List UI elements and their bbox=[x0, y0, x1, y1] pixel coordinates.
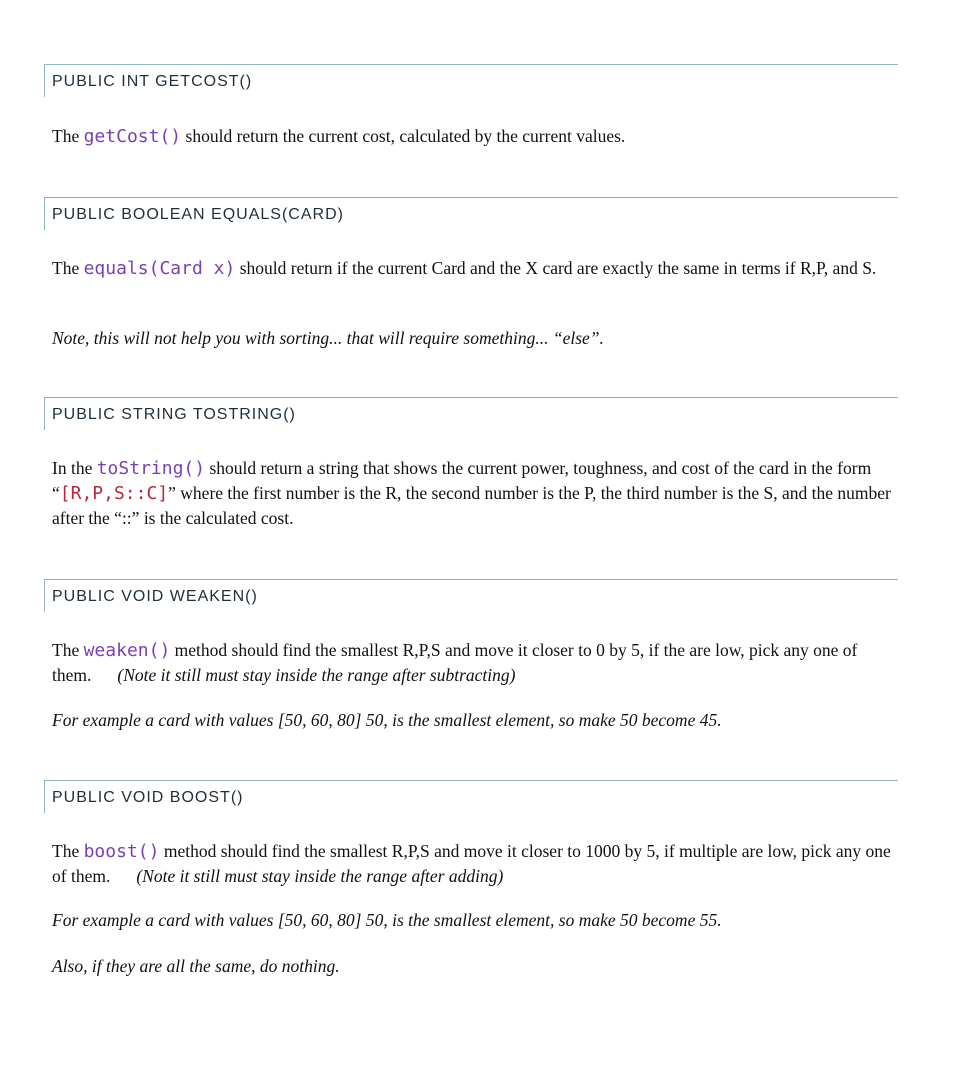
text: should return the current cost, calculated by the current values. bbox=[181, 126, 626, 146]
text: The bbox=[52, 258, 84, 278]
text: In the bbox=[52, 458, 97, 478]
code-weaken: weaken() bbox=[83, 640, 171, 661]
section-tostring bbox=[44, 397, 898, 528]
section-header bbox=[44, 579, 898, 612]
text: The bbox=[52, 126, 84, 146]
text: should return a string that shows the current power, toughness, and cost of the card in the form “ bbox=[52, 458, 872, 503]
range-note: (Note it still must stay inside the range after adding) bbox=[136, 866, 504, 886]
text: The bbox=[52, 841, 84, 861]
note-paragraph: Note, this will not help you with sorting... that will require something... “else”. bbox=[52, 328, 604, 348]
code-equals: equals(Card x) bbox=[83, 258, 236, 279]
text: method should find the smallest R,P,S and move it closer to 1000 by 5, if multiple are low, pick any one of them. bbox=[52, 841, 891, 886]
section-getcost bbox=[44, 64, 898, 147]
description-paragraph bbox=[52, 839, 898, 888]
section-header-text: PUBLIC INT GETCOST() bbox=[52, 73, 253, 90]
code-getcost: getCost() bbox=[83, 126, 182, 147]
section-header-text: PUBLIC STRING TOSTRING() bbox=[52, 406, 296, 423]
section-header bbox=[44, 64, 898, 97]
section-header bbox=[44, 197, 898, 230]
section-equals bbox=[44, 197, 898, 348]
section-boost bbox=[44, 780, 898, 976]
description-paragraph bbox=[52, 456, 898, 531]
section-header-text: PUBLIC BOOLEAN EQUALS(CARD) bbox=[52, 206, 344, 223]
description-paragraph bbox=[52, 124, 898, 149]
code-format: [R,P,S::C] bbox=[59, 483, 169, 504]
description-paragraph bbox=[52, 256, 898, 281]
section-header bbox=[44, 397, 898, 430]
example-paragraph: For example a card with values [50, 60, 80] 50, is the smallest element, so make 50 become 45. bbox=[52, 710, 722, 730]
section-header-text: PUBLIC VOID WEAKEN() bbox=[52, 588, 258, 605]
section-weaken bbox=[44, 579, 898, 730]
text: should return if the current Card and the X card are exactly the same in terms if R,P, and S. bbox=[235, 258, 877, 278]
section-header bbox=[44, 780, 898, 813]
description-paragraph bbox=[52, 638, 898, 687]
code-tostring: toString() bbox=[96, 458, 206, 479]
section-header-text: PUBLIC VOID BOOST() bbox=[52, 789, 244, 806]
range-note: (Note it still must stay inside the range after subtracting) bbox=[117, 665, 516, 685]
text: The bbox=[52, 640, 84, 660]
text: method should find the smallest R,P,S and move it closer to 0 by 5, if the are low, pick any one of them. bbox=[52, 640, 858, 685]
text: ” where the first number is the R, the second number is the P, the third number is the S, and the number after the “::” is the calculated cost. bbox=[52, 483, 891, 528]
extra-paragraph: Also, if they are all the same, do nothing. bbox=[52, 956, 340, 976]
example-paragraph: For example a card with values [50, 60, 80] 50, is the smallest element, so make 50 become 55. bbox=[52, 910, 722, 930]
code-boost: boost() bbox=[83, 841, 160, 862]
